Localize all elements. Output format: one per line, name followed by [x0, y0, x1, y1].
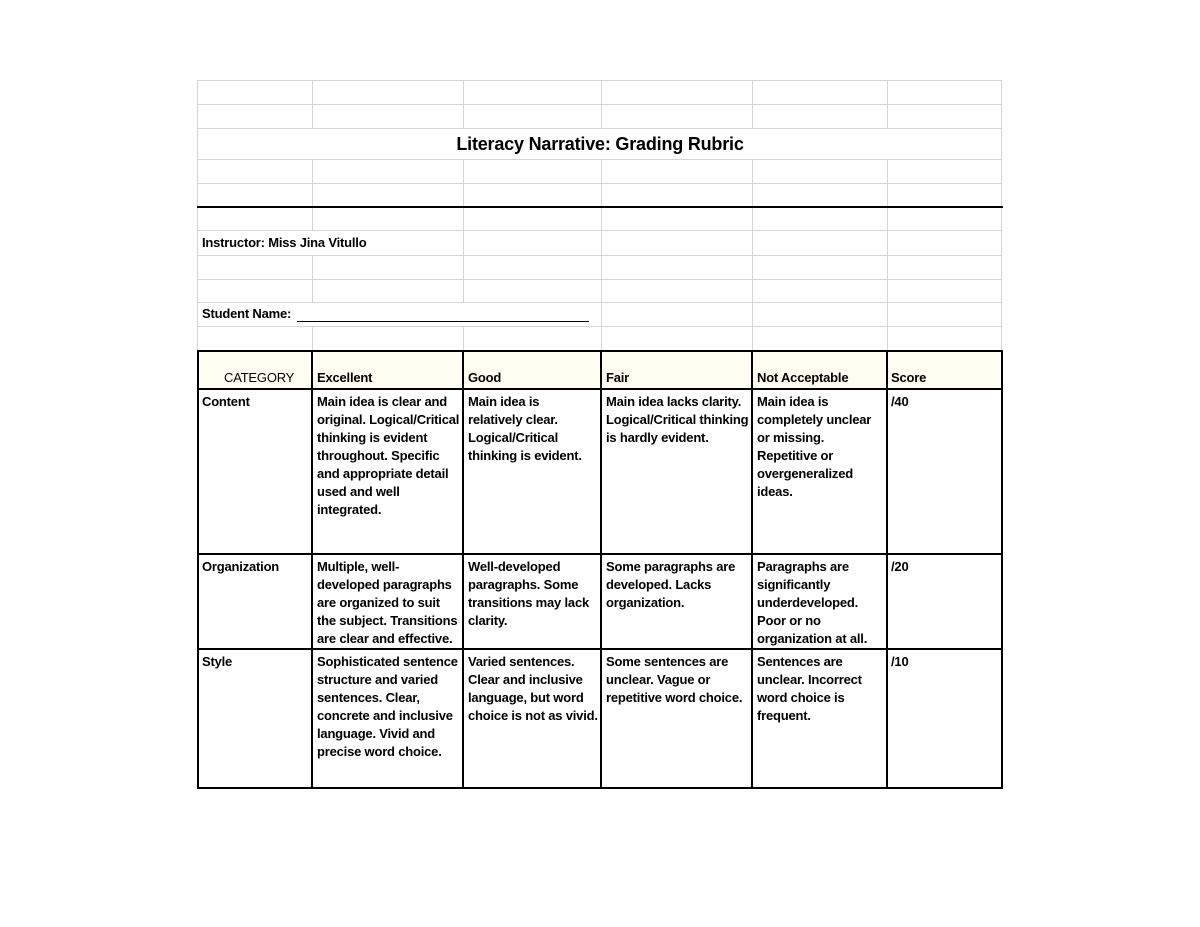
header-category: CATEGORY [224, 370, 295, 385]
header-fair: Fair [606, 370, 630, 385]
row-style-excellent: Sophisticated sentence structure and varied sentences. Clear, concrete and inclusive language. Vivid and precise word choice. [317, 654, 458, 759]
row-content-excellent: Main idea is clear and original. Logical/Critical thinking is evident throughout. Specific and appropriate detail used and well integrated. [317, 394, 460, 517]
row-content-score[interactable]: /40 [891, 394, 909, 409]
row-organization-not-acceptable: Paragraphs are significantly underdeveloped. Poor or no organization at all. [757, 559, 868, 646]
row-style-fair: Some sentences are unclear. Vague or repetitive word choice. [606, 654, 743, 705]
row-organization-score[interactable]: /20 [891, 559, 909, 574]
row-organization-fair: Some paragraphs are developed. Lacks organization. [606, 559, 736, 610]
row-content-fair: Main idea lacks clarity. Logical/Critical thinking is hardly evident. [606, 394, 749, 445]
row-style-category: Style [202, 654, 233, 669]
row-style-good: Varied sentences. Clear and inclusive language, but word choice is not as vivid. [468, 654, 598, 723]
header-score: Score [891, 370, 927, 385]
instructor-label: Instructor: Miss Jina Vitullo [202, 235, 367, 250]
header-not-acceptable: Not Acceptable [757, 370, 849, 385]
row-content-good: Main idea is relatively clear. Logical/Critical thinking is evident. [468, 394, 582, 463]
student-name-label: Student Name: [202, 306, 292, 321]
row-organization-excellent: Multiple, well- developed paragraphs are organized to suit the subject. Transitions are clear and effective. [317, 559, 458, 646]
row-content-not-acceptable: Main idea is completely unclear or missing. Repetitive or overgeneralized ideas. [757, 394, 872, 499]
student-name-line[interactable] [297, 321, 589, 322]
header-excellent: Excellent [317, 370, 373, 385]
row-organization-good: Well-developed paragraphs. Some transitions may lack clarity. [468, 559, 589, 628]
row-style-score[interactable]: /10 [891, 654, 909, 669]
row-style-not-acceptable: Sentences are unclear. Incorrect word choice is frequent. [757, 654, 862, 723]
header-good: Good [468, 370, 502, 385]
row-content-category: Content [202, 394, 250, 409]
title-divider [197, 206, 1003, 208]
page-title: Literacy Narrative: Grading Rubric [456, 134, 744, 154]
row-organization-category: Organization [202, 559, 280, 574]
